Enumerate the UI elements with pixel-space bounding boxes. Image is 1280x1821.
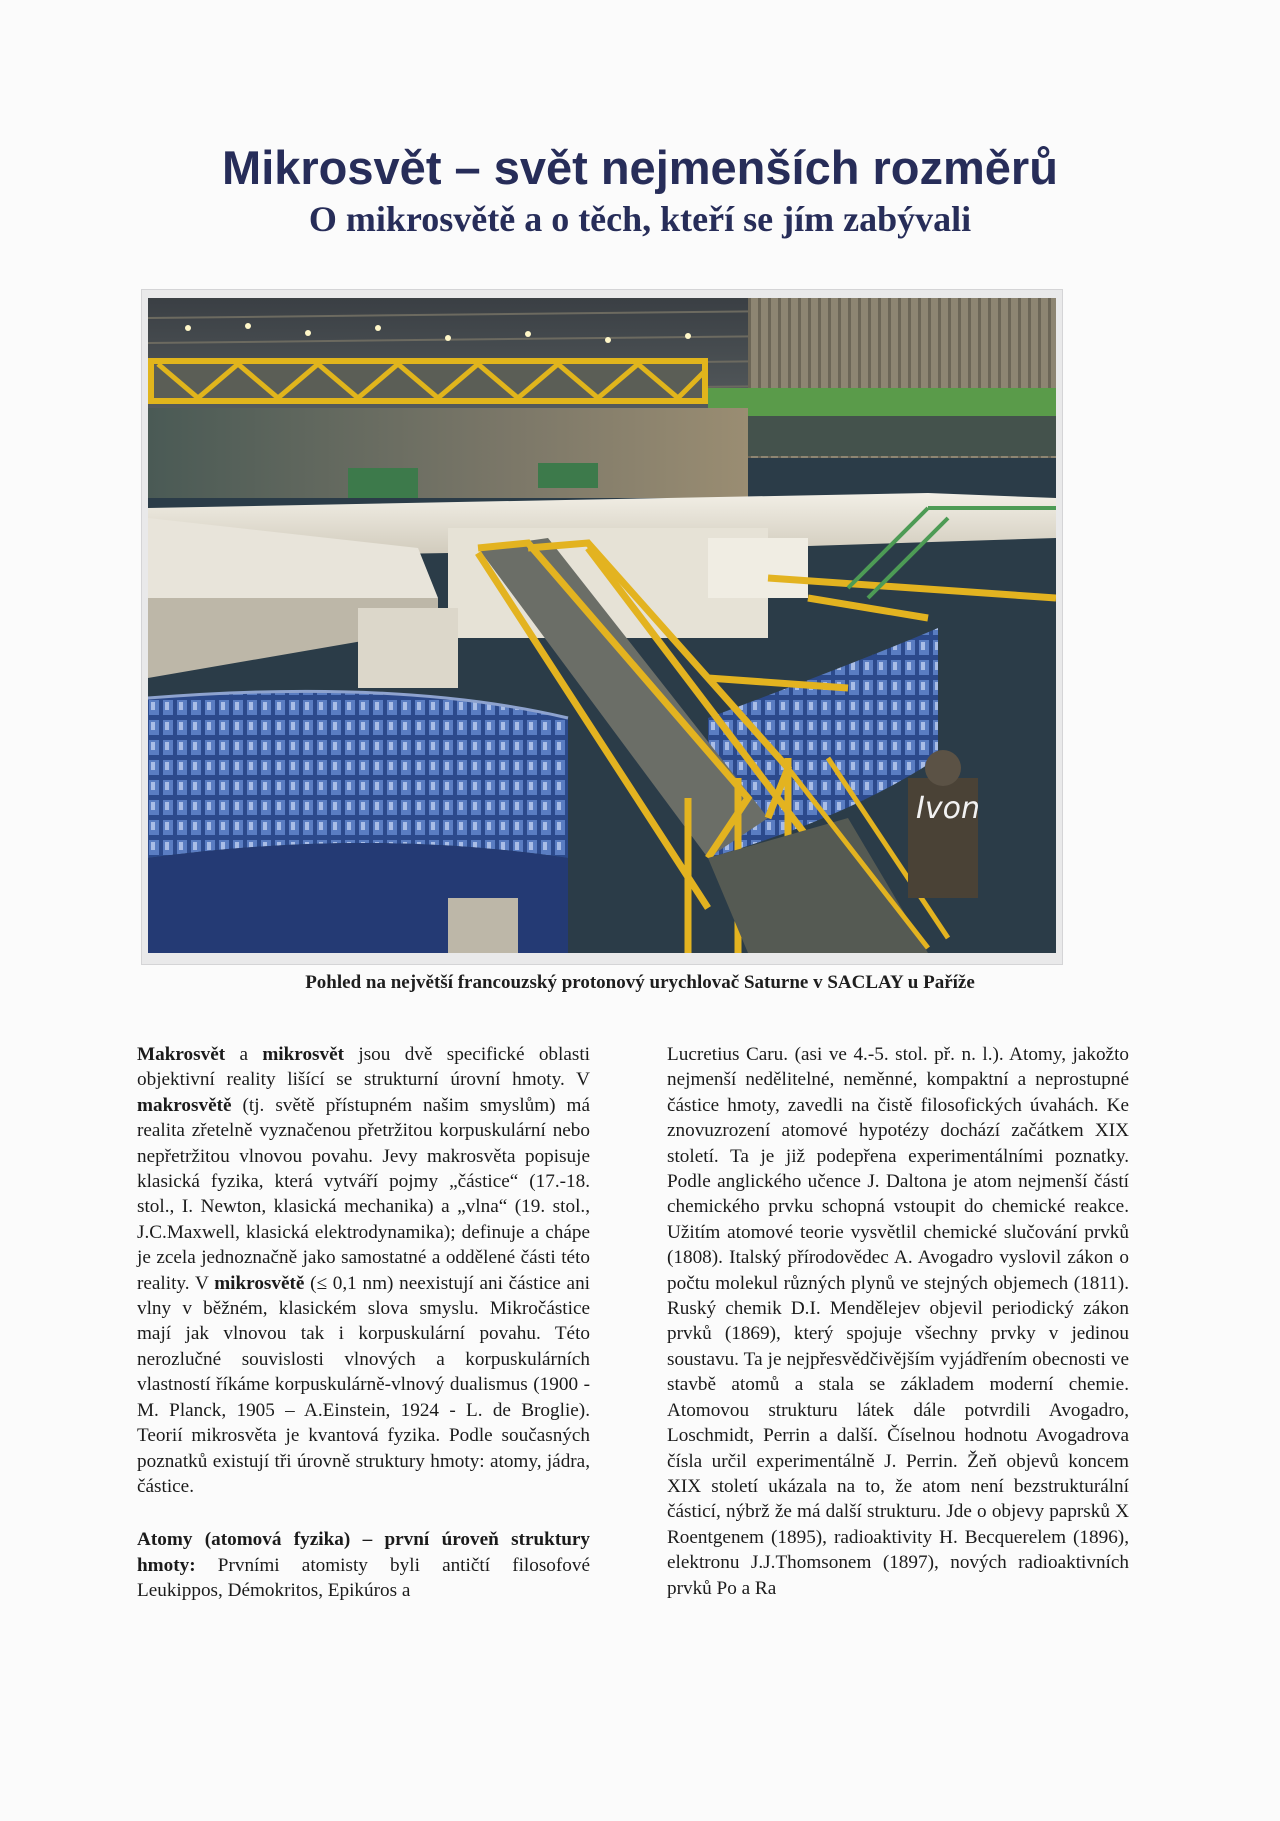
accelerator-illustration xyxy=(148,298,1056,953)
right-column xyxy=(667,1042,1129,1629)
section-heading-atomy: Atomy (atomová fyzika) – první úroveň struktury hmoty: xyxy=(137,1529,590,1576)
photo-frame xyxy=(141,289,1063,965)
text-span: (tj. světě přístupném našim smyslům) má realita zřetelně vyznačenou přetržitou korpuskulární nebo nepřetržitou vlnovou povahu. Jevy makrosvěta popisuje klasická fyzika, která vytváří pojmy „částice“ (17.-18. stol., I. Newton, klasická mechanika) a „vlna“ (19. stol., J.C.Maxwell, klasická elektrodynamika); definuje a chápe je zcela jednoznačně jako samostatné a oddělené části této reality. V xyxy=(137,1094,590,1294)
text-span: (≤ 0,1 nm) neexistují ani částice ani vlny v běžném, klasickém slova smyslu. Mikročástice mají jak vlnovou tak i korpuskulární povahu. Této nerozlučné souvislosti vlnových a korpuskulárních vlastností říkáme korpuskulárně-vlnový dualismus (1900 - M. Planck, 1905 – A.Einstein, 1924 - L. de Broglie). Teorií mikrosvěta je kvantová fyzika. Podle současných poznatků existují tři úrovně struktury hmoty: atomy, jádra, částice. xyxy=(137,1272,590,1497)
term-mikrosvete: mikrosvětě xyxy=(214,1272,305,1294)
paragraph-makrosvet xyxy=(137,1042,590,1499)
photo-signature: Ivon xyxy=(916,791,980,826)
term-makrosvet: Makrosvět xyxy=(137,1044,226,1065)
page-subtitle: O mikrosvětě a o těch, kteří se jím zabývali xyxy=(308,199,972,239)
text-span: a xyxy=(225,1044,263,1065)
term-makrosvete: makrosvětě xyxy=(137,1094,232,1116)
left-column xyxy=(137,1042,590,1632)
text-span: jsou dvě specifické oblasti objektivní reality lišící se strukturní úrovní hmoty. V xyxy=(137,1044,590,1091)
text-span: Prvními atomisty byli antičtí filosofové Leukippos, Démokritos, Epikúros a xyxy=(137,1554,590,1602)
paragraph-atomy-continued: Lucretius Caru. (asi ve 4.-5. stol. př. n. l.). Atomy, jakožto nejmenší nedělitelné, neměnné, kompaktní a neprostupné částice hmoty, zavedli na čistě filosofických úvahách. Ke znovuzrození atomové hypotézy dochází začátkem XIX století. Ta je již podepřena experimentálními poznatky. Podle anglického učence J. Daltona je atom nejmenší částí chemického prvku schopná vstoupit do chemické reakce. Užitím atomové teorie vysvětlil chemické slučování prvků (1808). Italský přírodovědec A. Avogadro vyslovil zákon o počtu molekul různých plynů ve stejných objemech (1811). Ruský chemik D.I. Mendělejev objevil periodický zákon prvků (1869), který spojuje všechny prvky v jedinou soustavu. Ta je nejpřesvědčivějším vyjádřením obecnosti ve stavbě atomů a stala se základem moderní chemie. Atomovou strukturu látek dále potvrdili Avogadro, Loschmidt, Perrin a další. Číselnou hodnotu Avogadrova čísla určil experimentálně J. Perrin. Žeň objevů koncem XIX století ukázala na to, že atom není bezstrukturální částicí, nýbrž že má další strukturu. Jde o objevy paprsků X Roentgenem (1895), radioaktivity H. Becquerelem (1896), elektronu J.J.Thomsonem (1897), nových radioaktivních prvků Po a Ra xyxy=(667,1044,1129,1599)
paragraph-atomy xyxy=(137,1527,590,1603)
page-title: Mikrosvět – svět nejmenších rozměrů xyxy=(222,141,1058,194)
figure-caption: Pohled na největší francouzský protonový urychlovač Saturne v SACLAY u Paříže xyxy=(305,972,975,993)
accelerator-photo xyxy=(148,298,1056,953)
term-mikrosvet: mikrosvět xyxy=(262,1044,345,1065)
